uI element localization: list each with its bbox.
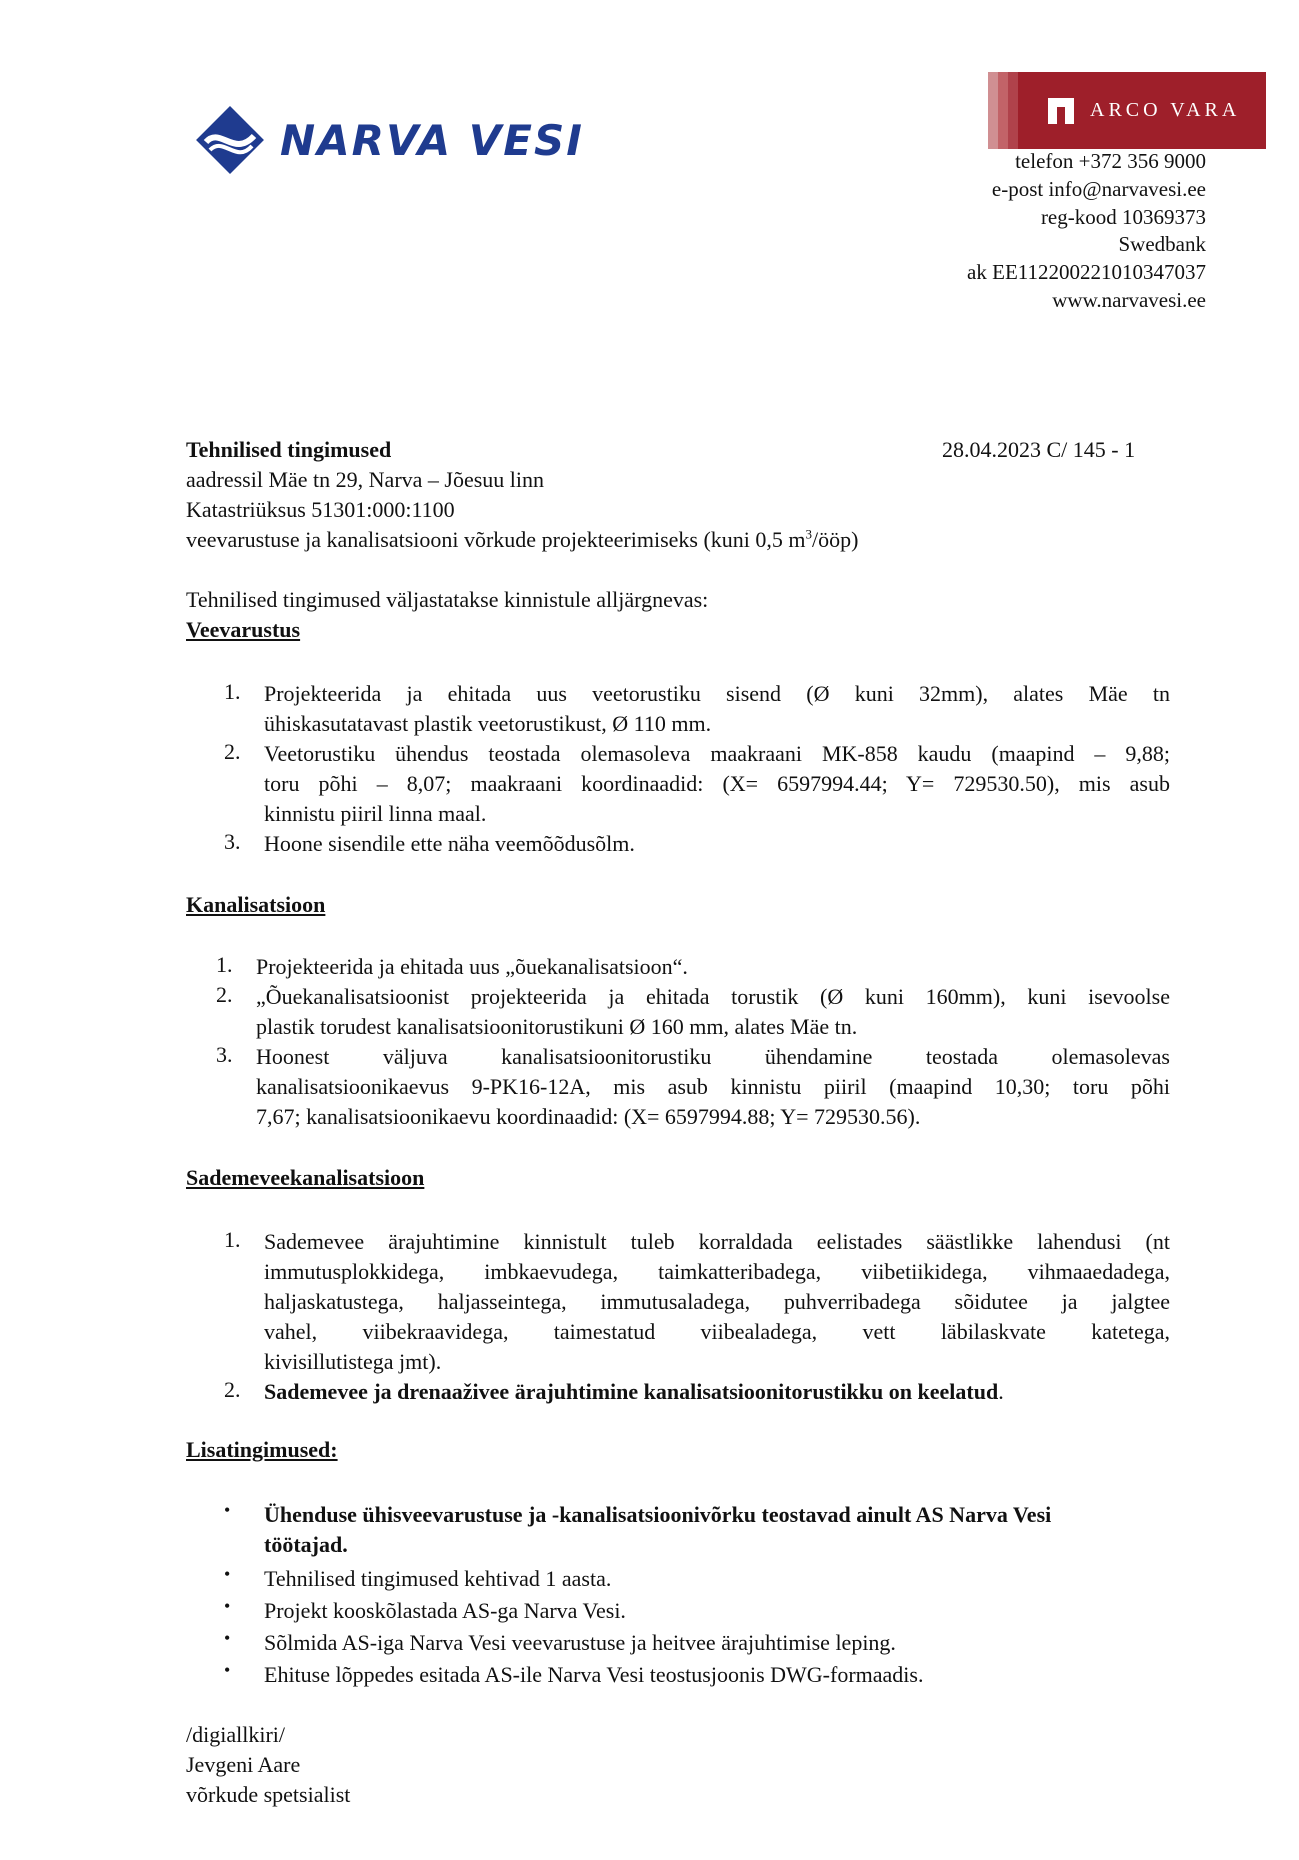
contact-bank: Swedbank (1118, 232, 1206, 257)
signature-title: võrkude spetsialist (186, 1782, 351, 1807)
signature-name: Jevgeni Aare (186, 1752, 301, 1777)
address-line: aadressil Mäe tn 29, Narva – Jõesuu linn (186, 467, 545, 492)
list-item: 2. Sademevee ja drenaaživee ärajuhtimine kanalisatsioonitorustikku on keelatud. (224, 1377, 1004, 1404)
list-item: 3. Hoone sisendile ette näha veemõõdusõlm. (224, 829, 635, 856)
arco-vara-mark-icon (1048, 98, 1074, 124)
narva-vesi-emblem-icon (194, 104, 266, 176)
list-item: • Sõlmida AS-iga Narva Vesi veevarustuse ja heitvee ärajuhtimise leping. (224, 1628, 896, 1655)
list-item: • Tehnilised tingimused kehtivad 1 aasta. (224, 1564, 612, 1591)
heading-kanalisatsioon: Kanalisatsioon (186, 892, 326, 917)
bullet-icon: • (224, 1596, 231, 1616)
bullet-icon: • (224, 1628, 231, 1648)
arco-vara-banner (988, 72, 1266, 149)
contact-phone: telefon +372 356 9000 (1015, 149, 1206, 173)
list-item: • Ehituse lõppedes esitada AS-ile Narva Vesi teostusjoonis DWG-formaadis. (224, 1660, 924, 1687)
contact-email: e-post info@narvavesi.ee (991, 176, 1206, 201)
list-item: 3. Hoonest väljuva kanalisatsioonitorustiku ühendamine teostada olemasolevas kanalisatsioonikaevus 9-PK16-12A, mis asub kinnistu piiril (maapind 10,30; toru põhi 7,67; kanalisatsioonikaevu koordinaadid: (X= 6597994.88; Y= 729530.56). (216, 1042, 1170, 1129)
heading-veevarustus: Veevarustus (186, 617, 301, 642)
contact-account: ak EE112200221010347037 (967, 260, 1206, 285)
narva-vesi-wordmark: NARVA VESI (280, 115, 584, 165)
list-item: • Projekt kooskõlastada AS-ga Narva Vesi. (224, 1596, 626, 1623)
document-title: Tehnilised tingimused (186, 437, 392, 462)
contact-block (967, 148, 1206, 315)
document-date-ref: 28.04.2023 C/ 145 - 1 (942, 437, 1136, 462)
cadastre-line: Katastriüksus 51301:000:1100 (186, 497, 455, 522)
purpose-line: veevarustuse ja kanalisatsiooni võrkude projekteerimiseks (kuni 0,5 $m^3/ööp$) (186, 526, 859, 552)
list-item: 2. „Õuekanalisatsioonist projekteerida ja ehitada torustik (Ø kuni 160mm), kuni isevoolse plastik torudest kanalisatsioonitorustikuni Ø 160 mm, alates Mäe tn. (216, 982, 1170, 1039)
list-item: 2. Veetorustiku ühendus teostada olemasoleva maakraani MK-858 kaudu (maapind – 9,88; toru põhi – 8,07; maakraani koordinaadid: (X= 6597994.44; Y= 729530.50), mis asub kinnistu piiril linna maal. (224, 739, 1170, 826)
list-item: 1. Projekteerida ja ehitada uus „õuekanalisatsioon“. (216, 952, 688, 979)
heading-sademeveekanalisatsioon: Sademeveekanalisatsioon (186, 1165, 425, 1190)
narva-vesi-logo (194, 104, 584, 176)
contact-website: www.narvavesi.ee (1052, 287, 1206, 312)
bullet-icon: • (224, 1660, 231, 1680)
arco-vara-wordmark: ARCO VARA (1090, 99, 1241, 121)
bullet-icon: • (224, 1500, 231, 1520)
contact-reg-code: reg-kood 10369373 (1040, 204, 1206, 229)
lead-line: Tehnilised tingimused väljastatakse kinnistule alljärgnevas: (186, 587, 709, 612)
list-item: • Ühenduse ühisveevarustuse ja -kanalisatsioonivõrku teostavad ainult AS Narva Vesi töötajad. (224, 1500, 1052, 1557)
list-item: 1. Projekteerida ja ehitada uus veetorustiku sisend (Ø kuni 32mm), alates Mäe tn ühiskasutatavast plastik veetorustikust, Ø 110 mm. (224, 679, 1170, 736)
signature-digital: /digiallkiri/ (186, 1722, 285, 1747)
list-item: 1. Sademevee ärajuhtimine kinnistult tuleb korraldada eelistades säästlikke lahendusi (nt immutusplokkidega, imbkaevudega, taimkatteribadega, viibetiikidega, vihmaaedadega, haljaskatustega, haljasseintega, immutusaladega, puhverribadega sõidutee ja jalgtee vahel, viibekraavidega, taimestatud viibealadega, vett läbilaskvate katetega, kivisillutistega jmt). (224, 1227, 1170, 1374)
bullet-icon: • (224, 1564, 231, 1584)
heading-lisatingimused: Lisatingimused: (186, 1437, 338, 1462)
